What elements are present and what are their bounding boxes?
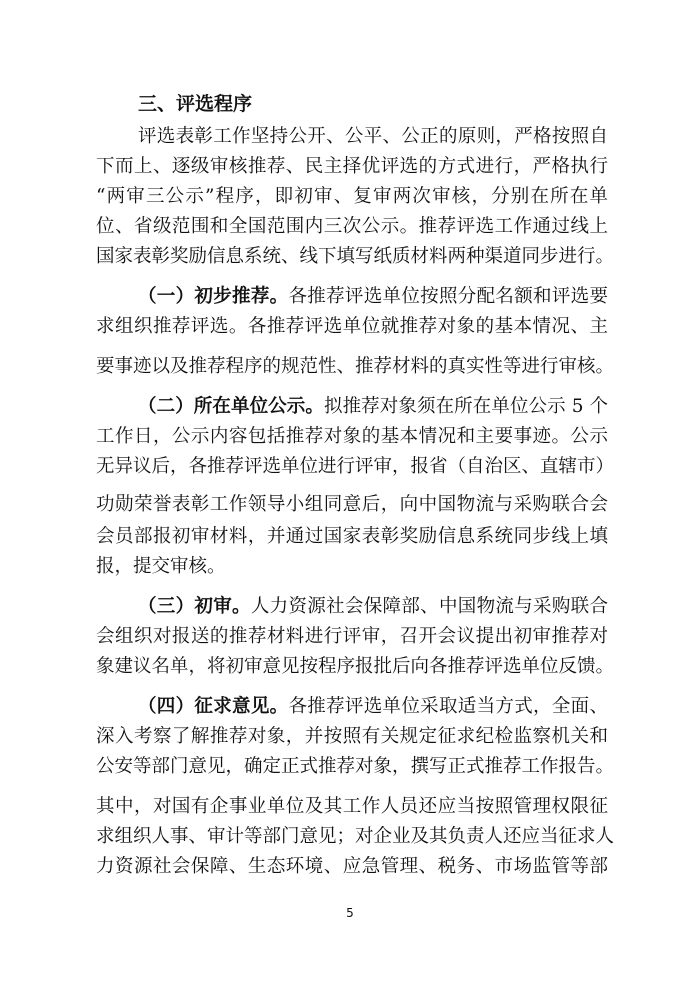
page-number: 5 <box>346 906 354 920</box>
subsection-lead: （四）征求意见。 <box>138 696 289 717</box>
paragraph-line: 力资源社会保障、生态环境、应急管理、税务、市场监管等部 <box>96 856 608 877</box>
subsection-lead: （二）所在单位公示。 <box>138 396 324 417</box>
paragraph-line: 报，提交审核。 <box>96 556 226 577</box>
paragraph-line: （一）初步推荐。各推荐评选单位按照分配名额和评选要 <box>138 286 608 307</box>
subsection-lead: （一）初步推荐。 <box>138 286 289 307</box>
paragraph-line: 象建议名单，将初审意见按程序报批后向各推荐评选单位反馈。 <box>96 656 615 677</box>
paragraph-line: （二）所在单位公示。拟推荐对象须在所在单位公示 5 个 <box>138 396 608 417</box>
paragraph-line: 国家表彰奖励信息系统、线下填写纸质材料两种渠道同步进行。 <box>96 246 615 267</box>
paragraph-line: 深入考察了解推荐对象，并按照有关规定征求纪检监察机关和 <box>96 726 608 747</box>
subsection-lead: （三）初审。 <box>138 596 251 617</box>
section-heading: 三、评选程序 <box>138 93 253 115</box>
paragraph-line: （四）征求意见。各推荐评选单位采取适当方式，全面、 <box>138 696 608 717</box>
paragraph-line: 功勋荣誉表彰工作领导小组同意后，向中国物流与采购联合会 <box>96 494 608 515</box>
paragraph-line: 求组织人事、审计等部门意见；对企业及其负责人还应当征求人 <box>96 826 615 847</box>
paragraph-line: （三）初审。人力资源社会保障部、中国物流与采购联合 <box>138 596 608 617</box>
paragraph-line: 其中，对国有企事业单位及其工作人员还应当按照管理权限征 <box>96 796 608 817</box>
paragraph-line: 会员部报初审材料，并通过国家表彰奖励信息系统同步线上填 <box>96 526 608 547</box>
paragraph-line: 评选表彰工作坚持公开、公平、公正的原则，严格按照自 <box>138 126 608 147</box>
paragraph-line: 求组织推荐评选。各推荐评选单位就推荐对象的基本情况、主 <box>96 316 608 337</box>
paragraph-line: “两审三公示”程序，即初审、复审两次审核，分别在所在单 <box>96 186 608 207</box>
paragraph-line: 下而上、逐级审核推荐、民主择优评选的方式进行，严格执行 <box>96 156 608 177</box>
paragraph-line: 会组织对报送的推荐材料进行评审，召开会议提出初审推荐对 <box>96 626 608 647</box>
paragraph-line: 公安等部门意见，确定正式推荐对象，撰写正式推荐工作报告。 <box>96 756 615 777</box>
paragraph-line: 位、省级范围和全国范围内三次公示。推荐评选工作通过线上 <box>96 216 608 237</box>
paragraph-line: 无异议后，各推荐评选单位进行评审，报省（自治区、直辖市） <box>96 456 615 477</box>
paragraph-line: 要事迹以及推荐程序的规范性、推荐材料的真实性等进行审核。 <box>96 356 615 377</box>
paragraph-line: 工作日，公示内容包括推荐对象的基本情况和主要事迹。公示 <box>96 426 608 447</box>
